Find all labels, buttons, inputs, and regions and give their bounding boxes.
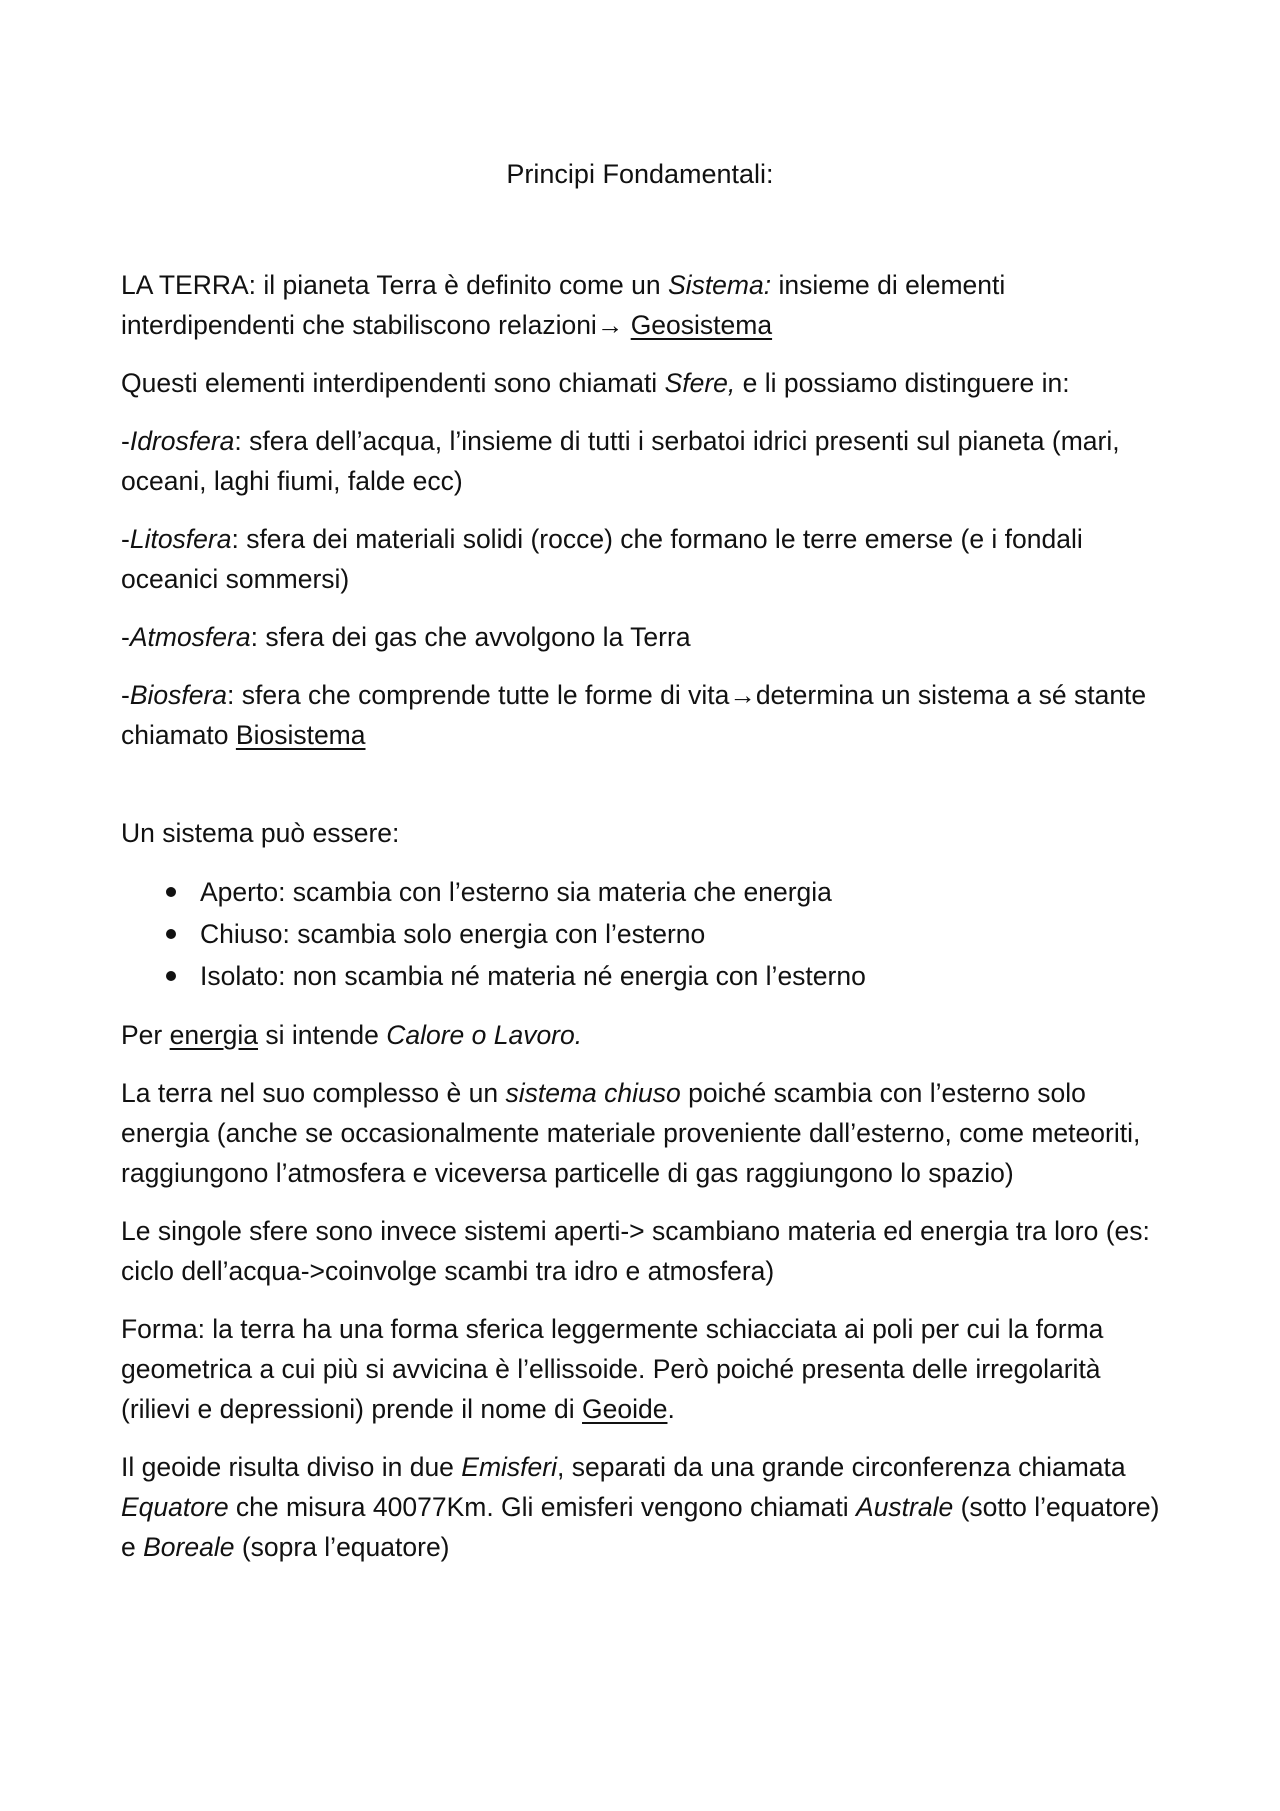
- text-run: Forma: la terra ha una forma sferica leggermente schiacciata ai poli per cui la forma geometrica a cui più si avvicina è l’ellissoide. Però poiché presenta delle irregolarità (rilievi e depressioni) prende il nome di: [121, 1314, 1104, 1424]
- term-boreale: Boreale: [143, 1532, 235, 1562]
- text-run: : sfera dei materiali solidi (rocce) che formano le terre emerse (e i fondali oceanici sommersi): [121, 524, 1083, 594]
- text-run: : sfera dei gas che avvolgono la Terra: [250, 622, 691, 652]
- text-run: poiché scambia con l’esterno solo energia (anche se occasionalmente materiale proveniente dall’esterno, come meteoriti, raggiungono l’atmosfera e viceversa particelle di gas raggiungono lo spazio): [121, 1078, 1141, 1188]
- term-sistema: Sistema:: [668, 270, 772, 300]
- term-emisferi: Emisferi: [461, 1452, 557, 1482]
- text-run: LA TERRA: il pianeta Terra è definito come un: [121, 270, 668, 300]
- text-run: insieme di elementi interdipendenti che stabiliscono relazioni→: [121, 270, 1006, 340]
- term-sfere: Sfere,: [664, 368, 736, 398]
- term-energia: energia: [169, 1020, 259, 1050]
- text-run: che misura 40077Km. Gli emisferi vengono chiamati: [228, 1492, 857, 1522]
- paragraph-biosfera: [121, 675, 1166, 755]
- paragraph-energia: [121, 1015, 1166, 1055]
- text-run: Il geoide risulta diviso in due: [121, 1452, 462, 1482]
- dash: -: [121, 622, 130, 652]
- text-run: : sfera che comprende tutte le forme di vita→determina un sistema a sé stante chiamato: [121, 680, 1147, 750]
- list-item: Chiuso: scambia solo energia con l’esterno: [121, 913, 1166, 955]
- text-run: e li possiamo distinguere in:: [735, 368, 1070, 398]
- text-run: La terra nel suo complesso è un: [121, 1078, 506, 1108]
- term-biosfera: Biosfera: [129, 680, 228, 710]
- term-geosistema: Geosistema: [630, 310, 773, 340]
- term-atmosfera: Atmosfera: [129, 622, 251, 652]
- text-run: , separati da una grande circonferenza chiamata: [557, 1452, 1126, 1482]
- text-run: Per: [121, 1020, 170, 1050]
- text-run: : sfera dell’acqua, l’insieme di tutti i serbatoi idrici presenti sul pianeta (mari, oceani, laghi fiumi, falde ecc): [121, 426, 1120, 496]
- term-australe: Australe: [856, 1492, 954, 1522]
- paragraph-idrosfera: [121, 421, 1166, 501]
- term-biosistema: Biosistema: [235, 720, 366, 750]
- paragraph-sistema-intro: Un sistema può essere:: [121, 818, 400, 848]
- paragraph-forma: [121, 1309, 1166, 1429]
- paragraph-atmosfera: [121, 617, 1166, 657]
- text-run: si intende: [258, 1020, 387, 1050]
- text-run: (sopra l’equatore): [234, 1532, 450, 1562]
- text-run: .: [667, 1394, 675, 1424]
- term-calore-lavoro: Calore o Lavoro.: [386, 1020, 583, 1050]
- paragraph-la-terra: [121, 265, 1166, 345]
- paragraph-litosfera: [121, 519, 1166, 599]
- list-item: Isolato: non scambia né materia né energia con l’esterno: [121, 955, 1166, 997]
- list-item: Aperto: scambia con l’esterno sia materia che energia: [121, 871, 1166, 913]
- paragraph-sfere: [121, 363, 1166, 403]
- dash: -: [121, 680, 130, 710]
- text-run: (sotto l’equatore) e: [121, 1492, 1160, 1562]
- sistema-types-list: [121, 871, 1166, 997]
- term-equatore: Equatore: [121, 1492, 229, 1522]
- paragraph-sfere-aperte: Le singole sfere sono invece sistemi aperti-> scambiano materia ed energia tra loro (es: ciclo dell’acqua->coinvolge scambi tra idro e atmosfera): [121, 1216, 1150, 1286]
- term-geoide: Geoide: [582, 1394, 668, 1424]
- document-body: [121, 265, 1166, 1585]
- text-run: Questi elementi interdipendenti sono chiamati: [121, 368, 665, 398]
- dash: -: [121, 426, 130, 456]
- paragraph-geoide: [121, 1447, 1166, 1567]
- page-title: Principi Fondamentali:: [506, 159, 774, 189]
- dash: -: [121, 524, 130, 554]
- term-litosfera: Litosfera: [129, 524, 232, 554]
- term-sistema-chiuso: sistema chiuso: [505, 1078, 681, 1108]
- term-idrosfera: Idrosfera: [129, 426, 235, 456]
- paragraph-terra-sistema-chiuso: [121, 1073, 1166, 1193]
